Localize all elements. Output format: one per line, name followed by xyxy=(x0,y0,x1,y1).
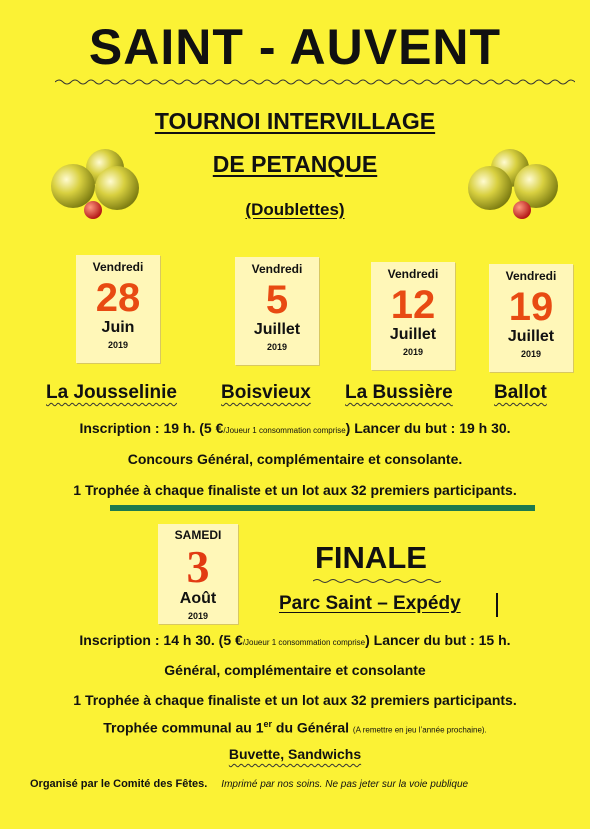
calendar-weekday: Vendredi xyxy=(251,262,303,276)
print-note: Imprimé par nos soins. Ne pas jeter sur la voie publique xyxy=(221,779,469,790)
calendar-year: 2019 xyxy=(520,349,542,359)
village-name: Boisvieux xyxy=(221,382,311,403)
title-wavy-underline xyxy=(55,78,575,86)
calendar-month: Juin xyxy=(101,319,135,336)
launch-time-text: ) Lancer du but : 19 h 30. xyxy=(345,420,511,436)
refreshments: Buvette, Sandwichs xyxy=(228,746,362,762)
calendar-day-number: 3 xyxy=(186,541,210,592)
poster-title: SAINT - AUVENT xyxy=(88,19,502,75)
calendar-month: Juillet xyxy=(253,321,301,338)
calendar-month: Juillet xyxy=(389,326,437,343)
subtitle-petanque: DE PETANQUE xyxy=(212,151,378,177)
launch-time-text: ) Lancer du but : 15 h. xyxy=(365,632,511,648)
calendar-weekday: SAMEDI xyxy=(174,528,222,542)
text-cursor xyxy=(496,593,498,617)
rounds-trophy: 1 Trophée à chaque finaliste et un lot aux 32 premiers participants. xyxy=(73,482,517,498)
village-name: La Jousselinie xyxy=(46,382,177,403)
finale-venue: Parc Saint – Expédy xyxy=(279,593,461,614)
calendar-year: 2019 xyxy=(187,611,209,621)
inscription-text: Inscription : 19 h. (5 € xyxy=(79,420,224,436)
calendar-weekday: Vendredi xyxy=(92,260,144,274)
village-name: La Bussière xyxy=(345,382,453,403)
inscription-fine-print: /Joueur 1 consommation comprise xyxy=(242,638,366,647)
petanque-balls-icon xyxy=(462,148,572,228)
organizer-text: Organisé par le Comité des Fêtes. xyxy=(30,778,208,790)
finale-heading: FINALE xyxy=(315,540,427,575)
calendar-year: 2019 xyxy=(107,340,129,350)
ordinal-suffix: er xyxy=(263,719,272,729)
calendar-day-number: 28 xyxy=(95,276,141,320)
calendar-date-3 xyxy=(371,262,455,370)
calendar-weekday: Vendredi xyxy=(505,269,557,283)
calendar-year: 2019 xyxy=(266,342,288,352)
calendar-final-date xyxy=(158,524,238,624)
calendar-day-number: 5 xyxy=(265,278,289,322)
inscription-text: Inscription : 14 h 30. (5 € xyxy=(79,632,243,648)
calendar-date-4 xyxy=(489,264,573,372)
subtitle-doublettes: (Doublettes) xyxy=(245,200,345,219)
final-communal-trophy xyxy=(0,719,590,736)
footer xyxy=(30,778,590,790)
communal-trophy-text: Trophée communal au 1 xyxy=(103,719,264,736)
calendar-day-number: 12 xyxy=(390,283,436,327)
final-trophy: 1 Trophée à chaque finaliste et un lot aux 32 premiers participants. xyxy=(73,692,517,708)
section-divider xyxy=(110,505,535,511)
subtitle-tournament: TOURNOI INTERVILLAGE xyxy=(154,108,436,134)
communal-trophy-note: (A remettre en jeu l’année prochaine). xyxy=(352,725,487,735)
calendar-month: Août xyxy=(179,590,217,607)
calendar-month: Juillet xyxy=(507,328,555,345)
final-inscription xyxy=(0,632,590,648)
final-concours: Général, complémentaire et consolante xyxy=(164,662,426,678)
calendar-date-2 xyxy=(235,257,319,365)
calendar-day-number: 19 xyxy=(508,285,554,329)
calendar-date-1 xyxy=(76,255,160,363)
village-name: Ballot xyxy=(494,382,547,403)
petanque-balls-icon xyxy=(45,148,155,228)
calendar-weekday: Vendredi xyxy=(387,267,439,281)
rounds-concours: Concours Général, complémentaire et consolante. xyxy=(127,451,463,467)
inscription-fine-print: /Joueur 1 consommation comprise xyxy=(223,426,346,435)
communal-trophy-text-end: du Général xyxy=(272,719,353,736)
rounds-inscription xyxy=(0,420,590,436)
calendar-year: 2019 xyxy=(402,347,424,357)
finale-wavy-underline xyxy=(313,578,441,584)
